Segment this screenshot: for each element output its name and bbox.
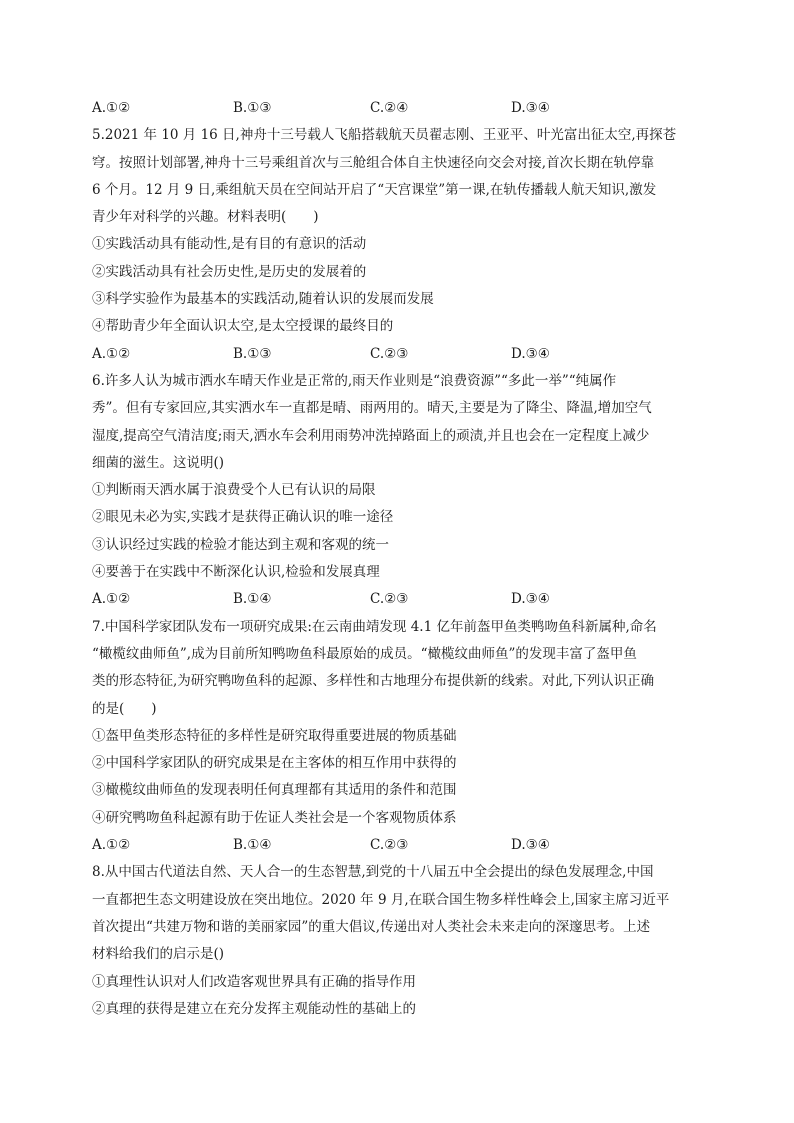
question-6 <box>92 368 707 614</box>
question-5-stem-line: 青少年对科学的兴趣。材料表明( ) <box>92 209 319 226</box>
option-c: C.②③ <box>370 345 409 362</box>
question-6-item: ②眼见未必为实,实践才是获得正确认识的唯一途径 <box>92 509 394 526</box>
question-8-stem-line: 首次提出“共建万物和谐的美丽家园”的重大倡议,传递出对人类社会未来走向的深邃思考。上述 <box>92 918 651 935</box>
question-5-stem-line: 5.2021 年 10 月 16 日,神舟十三号载人飞船搭载航天员翟志刚、王亚平、叶光富出征太空,再探苍 <box>92 127 677 144</box>
question-5-item: ③科学实验作为最基本的实践活动,随着认识的发展而发展 <box>92 291 434 308</box>
question-5-stem-line: 6 个月。12 月 9 日,乘组航天员在空间站开启了“天宫课堂”第一课,在轨传播载人航天知识,激发 <box>92 181 657 198</box>
question-6-item: ④要善于在实践中不断深化认识,检验和发展真理 <box>92 564 380 581</box>
question-6-stem-line: 湿度,提高空气清洁度;雨天,洒水车会利用雨势冲洗掉路面上的顽渍,并且也会在一定程度上减少 <box>92 427 650 444</box>
options-row-q6 <box>92 586 707 613</box>
question-8-item: ①真理性认识对人们改造客观世界具有正确的指导作用 <box>92 973 416 990</box>
option-b: B.①③ <box>233 345 272 362</box>
question-7-stem-line: 7.中国科学家团队发布一项研究成果:在云南曲靖发现 4.1 亿年前盔甲鱼类鸭吻鱼科新属种,命名 <box>92 618 657 635</box>
options-row-q4 <box>92 95 707 122</box>
option-c: C.②③ <box>370 591 409 608</box>
question-5-stem-line: 穹。按照计划部署,神舟十三号乘组首次与三舱组合体自主快速径向交会对接,首次长期在轨停靠 <box>92 154 655 171</box>
option-d: D.③④ <box>511 100 550 116</box>
question-8-item: ②真理的获得是建立在充分发挥主观能动性的基础上的 <box>92 1000 416 1017</box>
options-row-q7 <box>92 832 707 859</box>
question-5-item: ④帮助青少年全面认识太空,是太空授课的最终目的 <box>92 318 394 335</box>
option-d: D.③④ <box>511 345 550 362</box>
option-a: A.①② <box>92 837 131 854</box>
question-6-item: ③认识经过实践的检验才能达到主观和客观的统一 <box>92 536 389 553</box>
option-c: C.②③ <box>370 837 409 854</box>
question-6-stem-line: 细菌的滋生。这说明() <box>92 454 225 471</box>
option-b: B.①③ <box>233 100 272 116</box>
question-7-stem-line: 类的形态特征,为研究鸭吻鱼科的起源、多样性和古地理分布提供新的线索。对此,下列认识正确 <box>92 673 655 690</box>
question-8 <box>92 859 707 1023</box>
question-5-item: ①实践活动具有能动性,是有目的有意识的活动 <box>92 236 367 253</box>
question-7-stem-line: “橄榄纹曲师鱼”,成为目前所知鸭吻鱼科最原始的成员。“橄榄纹曲师鱼”的发现丰富了盔甲鱼 <box>92 645 637 662</box>
option-a: A.①② <box>92 591 131 608</box>
question-6-stem-line: 秀”。但有专家回应,其实洒水车一直都是晴、雨两用的。晴天,主要是为了降尘、降温,增加空气 <box>92 400 652 417</box>
option-b: B.①④ <box>233 591 272 608</box>
options-row-q5 <box>92 341 707 368</box>
question-7-item: ②中国科学家团队的研究成果是在主客体的相互作用中获得的 <box>92 755 457 772</box>
question-8-stem-line: 材料给我们的启示是() <box>92 946 225 963</box>
question-5 <box>92 122 707 368</box>
question-7-item: ③橄榄纹曲师鱼的发现表明任何真理都有其适用的条件和范围 <box>92 782 457 799</box>
question-7-item: ④研究鸭吻鱼科起源有助于佐证人类社会是一个客观物质体系 <box>92 809 457 826</box>
option-a: A.①② <box>92 345 131 362</box>
question-content <box>92 95 707 1023</box>
question-8-stem-line: 一直都把生态文明建设放在突出地位。2020 年 9 月,在联合国生物多样性峰会上,国家主席习近平 <box>92 891 670 908</box>
question-5-item: ②实践活动具有社会历史性,是历史的发展着的 <box>92 263 367 280</box>
question-6-item: ①判断雨天洒水属于浪费受个人已有认识的局限 <box>92 482 376 499</box>
question-7 <box>92 614 707 860</box>
question-7-item: ①盔甲鱼类形态特征的多样性是研究取得重要进展的物质基础 <box>92 727 457 744</box>
option-d: D.③④ <box>511 837 550 854</box>
question-6-stem-line: 6.许多人认为城市洒水车晴天作业是正常的,雨天作业则是“浪费资源”“多此一举”“纯属作 <box>92 372 617 389</box>
question-8-stem-line: 8.从中国古代道法自然、天人合一的生态智慧,到党的十八届五中全会提出的绿色发展理念,中国 <box>92 864 654 881</box>
option-b: B.①④ <box>233 837 272 854</box>
option-d: D.③④ <box>511 591 550 608</box>
question-7-stem-line: 的是( ) <box>92 700 157 717</box>
option-a: A.①② <box>92 100 131 116</box>
option-c: C.②④ <box>370 100 409 116</box>
